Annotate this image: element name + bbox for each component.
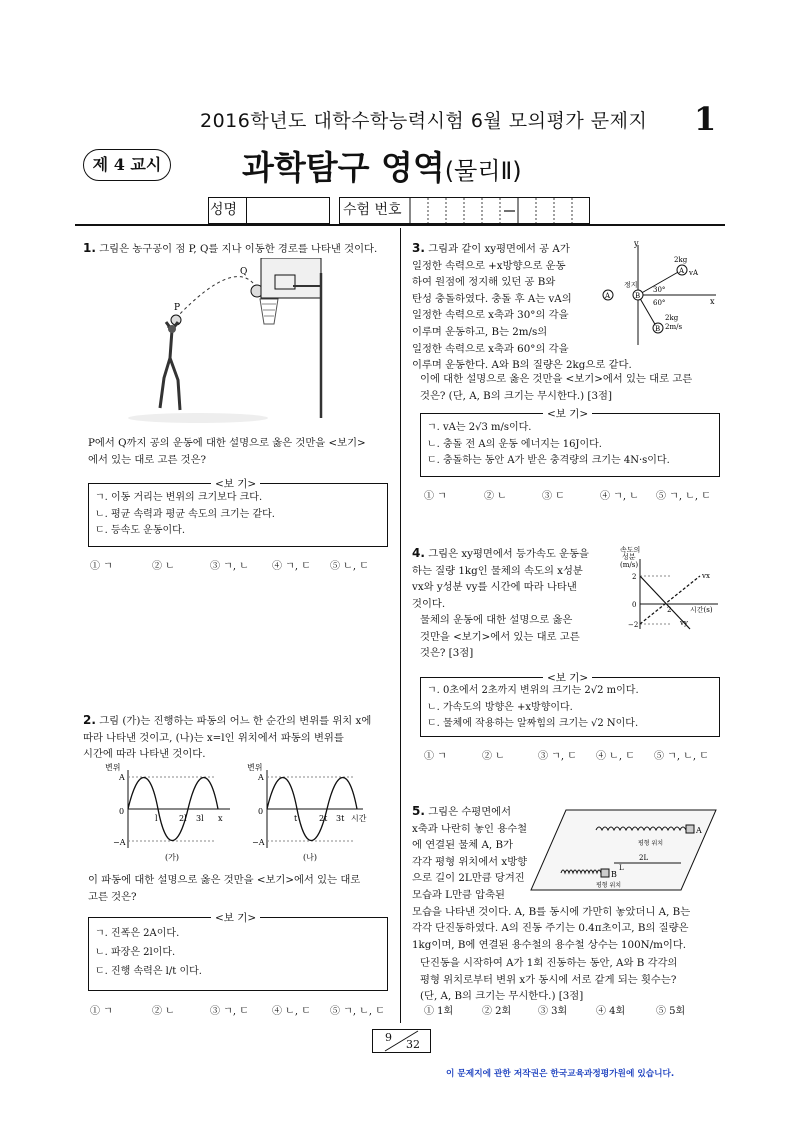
wave-graph-b xyxy=(243,762,393,862)
question-2-bogi-item: ㄴ. 파장은 2l이다. xyxy=(95,947,176,958)
option-5[interactable]: ⑤ ㄱ, ㄴ, ㄷ xyxy=(330,1006,385,1017)
subject-title xyxy=(242,142,522,189)
basketball-figure xyxy=(128,258,388,428)
ball-b-initial-label: B xyxy=(635,292,641,300)
question-3-number: 3. xyxy=(412,241,425,255)
velocity-graph-ylabel-2: 성분 xyxy=(622,553,636,561)
question-3-text: 탄성 충돌하였다. 충돌 후 A는 vA의 xyxy=(412,292,572,305)
graph-a-tick-3: 3l xyxy=(196,814,204,823)
option-5[interactable]: ⑤ 5회 xyxy=(656,1006,686,1017)
exam-title: 2016학년도 대학수학능력시험 6월 모의평가 문제지 xyxy=(200,110,648,132)
question-2-options xyxy=(90,1002,390,1016)
question-1-stem xyxy=(83,240,393,258)
exam-id-label: 수험 번호 xyxy=(343,202,402,218)
question-1-bogi-box xyxy=(88,478,388,547)
question-1-question-line-1: P에서 Q까지 공의 운동에 대한 설명으로 옳은 것만을 <보기> xyxy=(88,437,366,449)
question-3-bogi-box xyxy=(420,408,720,477)
question-5-question-line-2: 평형 위치로부터 변위 x가 동시에 서로 같게 되는 횟수는? xyxy=(420,973,677,986)
question-2-bogi-title: <보 기> xyxy=(211,910,260,925)
ball-b-label: B xyxy=(655,325,661,333)
option-3[interactable]: ③ ㄱ, ㄴ xyxy=(210,561,249,572)
question-2-question-line-2: 고른 것은? xyxy=(88,890,137,903)
l-label: L xyxy=(619,864,624,872)
spring-a-label: A xyxy=(696,826,702,835)
option-1[interactable]: ① ㄱ xyxy=(90,1006,113,1017)
footer-page-current: 9 xyxy=(385,1031,392,1044)
question-4-text: 그림은 xy평면에서 등가속도 운동을 xyxy=(428,548,589,560)
question-3-bogi-item: ㄱ. vA는 2√3 m/s이다. xyxy=(427,422,532,433)
question-3-bogi-item: ㄷ. 충돌하는 동안 A가 받은 충격량의 크기는 4N·s이다. xyxy=(427,455,670,466)
column-divider xyxy=(400,228,401,1023)
question-5-text: 모습과 L만큼 압축된 xyxy=(412,888,505,901)
question-1-bogi-item: ㄷ. 등속도 운동이다. xyxy=(95,525,185,536)
question-5-text: 으로 길이 2L만큼 당겨진 xyxy=(412,872,525,885)
question-3-options xyxy=(424,487,724,501)
option-2[interactable]: ② ㄴ xyxy=(152,1006,175,1017)
graph-b-tick-2: 2t xyxy=(319,814,328,823)
name-divider xyxy=(246,197,247,224)
wave-graph-a xyxy=(95,762,245,862)
velocity-graph-zero: 0 xyxy=(632,601,637,609)
question-2-stem xyxy=(83,712,393,763)
option-3[interactable]: ③ ㄱ, ㄷ xyxy=(538,751,577,762)
velocity-graph-yunit: (m/s) xyxy=(620,561,639,569)
question-4-question xyxy=(420,612,620,662)
question-3-bogi-item: ㄴ. 충돌 전 A의 운동 에너지는 16J이다. xyxy=(427,438,602,450)
graph-b-tick-3: 3t xyxy=(336,814,345,823)
option-1[interactable]: ① ㄱ xyxy=(90,561,113,572)
option-3[interactable]: ③ ㄱ, ㄷ xyxy=(210,1006,249,1017)
question-4-question-line-2: 것만을 <보기>에서 있는 대로 고른 xyxy=(420,630,580,643)
copyright-notice: 이 문제지에 관한 저작권은 한국교육과정평가원에 있습니다. xyxy=(446,1069,675,1079)
eq-position-label-b: 평형 위치 xyxy=(596,882,622,889)
page-number: 1 xyxy=(694,100,717,138)
option-4[interactable]: ④ ㄴ, ㄷ xyxy=(272,1006,311,1017)
graph-b-tick-1: t xyxy=(294,814,298,823)
subject-main: 과학탐구 영역 xyxy=(242,148,445,187)
axis-x-label: x xyxy=(710,297,715,306)
question-2-text: 따라 나타낸 것이고, (나)는 x=l인 위치에서 파동의 변위를 xyxy=(83,731,344,744)
question-1-number: 1. xyxy=(83,241,96,255)
option-4[interactable]: ④ ㄴ, ㄷ xyxy=(596,751,635,762)
mass-b-label: 2kg xyxy=(665,314,679,322)
header-rule xyxy=(75,224,725,226)
ball-a-label: A xyxy=(679,267,685,275)
question-1-bogi-item: ㄱ. 이동 거리는 변위의 크기보다 크다. xyxy=(95,492,263,503)
velocity-graph-ylabel-1: 속도의 xyxy=(620,546,641,554)
option-5[interactable]: ⑤ ㄱ, ㄴ, ㄷ xyxy=(654,751,709,762)
question-4-bogi-item: ㄱ. 0초에서 2초까지 변위의 크기는 2√2 m이다. xyxy=(427,685,639,696)
question-4-question-line-1: 물체의 운동에 대한 설명으로 옳은 xyxy=(420,614,573,626)
graph-a-tick-2: 2l xyxy=(179,814,187,823)
graph-a-caption: (가) xyxy=(165,853,179,862)
velocity-graph-x2: 2 xyxy=(667,606,672,614)
option-2[interactable]: ② 2회 xyxy=(482,1006,512,1017)
question-4-stem xyxy=(412,545,612,612)
question-1-question xyxy=(88,435,393,468)
option-4[interactable]: ④ ㄱ, ㄴ xyxy=(600,491,639,502)
graph-a-zero: 0 xyxy=(119,807,125,816)
graph-b-zero: 0 xyxy=(258,807,264,816)
velocity-graph-ym2: −2 xyxy=(628,621,639,629)
question-2-text: 그림 (가)는 진행하는 파동의 어느 한 순간의 변위를 위치 x에 xyxy=(99,715,372,727)
footer-page-indicator xyxy=(372,1029,431,1053)
question-5-text: x축과 나란히 놓인 용수철 xyxy=(412,822,528,835)
question-5-question-line-3: (단, A, B의 크기는 무시한다.) [3점] xyxy=(420,990,584,1003)
graph-b-ylabel: 변위 xyxy=(247,763,263,772)
angle-60-label: 60° xyxy=(653,299,666,307)
question-1-text: 그림은 농구공이 점 P, Q를 지나 이동한 경로를 나타낸 것이다. xyxy=(99,243,378,255)
velocity-graph-y2: 2 xyxy=(632,573,637,581)
graph-a-xlabel: x xyxy=(218,814,223,823)
period-badge: 제 4 교시 xyxy=(83,149,171,181)
option-2[interactable]: ② ㄴ xyxy=(482,751,505,762)
option-4[interactable]: ④ ㄱ, ㄷ xyxy=(272,561,311,572)
question-4-bogi-item: ㄷ. 물체에 작용하는 알짜힘의 크기는 √2 N이다. xyxy=(427,718,639,729)
collision-figure xyxy=(598,240,723,350)
rest-label: 정지 xyxy=(624,281,638,289)
question-3-bogi-title: <보 기> xyxy=(543,406,592,421)
question-2-text: 시간에 따라 나타낸 것이다. xyxy=(83,748,206,761)
question-3-text: 그림과 같이 xy평면에서 공 A가 xyxy=(428,243,570,255)
question-4-text: 하는 질량 1kg인 물체의 속도의 x성분 xyxy=(412,564,583,577)
question-3-stem xyxy=(412,240,632,374)
velocity-a-label: vA xyxy=(689,269,699,277)
option-3[interactable]: ③ ㄷ xyxy=(542,491,565,502)
question-4-text: vx와 y성분 vy를 시간에 따라 나타낸 xyxy=(412,581,577,594)
graph-a-amp: A xyxy=(119,773,125,782)
question-5-text: 에 연결된 물체 A, B가 xyxy=(412,839,513,852)
name-label: 성명 xyxy=(210,202,238,218)
question-4-text: 것이다. xyxy=(412,597,446,610)
question-2-question-line-1: 이 파동에 대한 설명으로 옳은 것만을 <보기>에서 있는 대로 xyxy=(88,874,361,886)
graph-b-neg-amp: −A xyxy=(252,838,265,847)
question-4-bogi-title: <보 기> xyxy=(543,670,592,685)
question-2-bogi-box xyxy=(88,912,388,991)
question-4-bogi-item: ㄴ. 가속도의 방향은 +x방향이다. xyxy=(427,701,573,713)
question-3-text: 이루며 운동한다. A와 B의 질량은 2kg으로 같다. xyxy=(412,359,632,372)
option-5[interactable]: ⑤ ㄴ, ㄷ xyxy=(330,561,369,572)
question-5-question xyxy=(420,955,725,1005)
axis-y-label: y xyxy=(634,240,639,248)
vx-label: vx xyxy=(702,572,710,580)
subject-sub: (물리Ⅱ) xyxy=(444,157,522,185)
angle-30-label: 30° xyxy=(653,286,666,294)
question-3-text: 일정한 속력으로 +x방향으로 운동 xyxy=(412,259,566,272)
question-3-question xyxy=(420,371,725,404)
option-4[interactable]: ④ 4회 xyxy=(596,1006,626,1017)
option-3[interactable]: ③ 3회 xyxy=(538,1006,568,1017)
question-3-text: 하여 원점에 정지해 있던 공 B와 xyxy=(412,276,556,289)
option-1[interactable]: ① 1회 xyxy=(424,1006,454,1017)
option-1[interactable]: ① ㄱ xyxy=(424,491,447,502)
question-1-options xyxy=(90,557,390,571)
question-2-number: 2. xyxy=(83,713,96,727)
question-5-options xyxy=(424,1002,724,1016)
option-2[interactable]: ② ㄴ xyxy=(152,561,175,572)
question-5-text: 각각 단진동하였다. A의 진동 주기는 0.4π초이고, B의 질량은 xyxy=(412,922,689,935)
mass-a-label: 2kg xyxy=(674,256,688,264)
question-2-question xyxy=(88,872,393,905)
graph-a-ylabel: 변위 xyxy=(105,763,121,772)
question-1-question-line-2: 에서 있는 대로 고른 것은? xyxy=(88,453,207,466)
question-3-question-line-2: 것은? (단, A, B의 크기는 무시한다.) [3점] xyxy=(420,389,612,402)
question-5-question-line-1: 단진동을 시작하여 A가 1회 진동하는 동안, A와 B 각각의 xyxy=(420,957,678,969)
graph-a-neg-amp: −A xyxy=(113,838,126,847)
question-5-text: 각각 평형 위치에서 x방향 xyxy=(412,855,528,868)
question-3-text: 일정한 속력으로 x축과 60°의 각을 xyxy=(412,342,569,355)
question-4-question-line-3: 것은? [3점] xyxy=(420,647,474,660)
spring-figure xyxy=(526,805,721,895)
velocity-graph xyxy=(618,545,723,635)
question-4-bogi-box xyxy=(420,672,720,737)
question-4-number: 4. xyxy=(412,546,425,560)
graph-b-caption: (나) xyxy=(303,853,317,862)
ball-a-initial-label: A xyxy=(605,292,611,300)
graph-b-amp: A xyxy=(258,773,264,782)
page-slash xyxy=(373,1030,430,1052)
point-p-label: P xyxy=(174,303,181,313)
vy-label: vy xyxy=(680,619,688,627)
eq-position-label-a: 평형 위치 xyxy=(638,840,664,847)
question-4-options xyxy=(424,747,724,761)
question-2-bogi-item: ㄷ. 진행 속력은 l/t 이다. xyxy=(95,966,202,977)
question-1-bogi-title: <보 기> xyxy=(211,476,260,491)
graph-b-xlabel: 시간 xyxy=(351,814,367,823)
spring-b-label: B xyxy=(611,870,617,879)
question-2-bogi-item: ㄱ. 진폭은 2A이다. xyxy=(95,928,180,939)
option-1[interactable]: ① ㄱ xyxy=(424,751,447,762)
question-5-text: 모습을 나타낸 것이다. A, B를 동시에 가만히 놓았더니 A, B는 xyxy=(412,905,691,918)
point-q-label: Q xyxy=(240,267,248,277)
graph-a-tick-1: l xyxy=(155,814,158,823)
question-5-text: 그림은 수평면에서 xyxy=(428,806,512,818)
question-3-text: 이루며 운동하고, B는 2m/s의 xyxy=(412,325,548,338)
question-1-bogi-item: ㄴ. 평균 속력과 평균 속도의 크기는 같다. xyxy=(95,508,275,520)
velocity-b-label: 2m/s xyxy=(665,323,683,331)
question-5-text: 1kg이며, B에 연결된 용수철의 용수철 상수는 100N/m이다. xyxy=(412,938,687,951)
question-3-text: 일정한 속력으로 x축과 30°의 각을 xyxy=(412,309,569,322)
question-3-question-line-1: 이에 대한 설명으로 옳은 것만을 <보기>에서 있는 대로 고른 xyxy=(420,373,693,385)
two-l-label: 2L xyxy=(639,854,649,862)
footer-page-total: 32 xyxy=(406,1038,420,1051)
option-2[interactable]: ② ㄴ xyxy=(484,491,507,502)
question-5-number: 5. xyxy=(412,804,425,818)
option-5[interactable]: ⑤ ㄱ, ㄴ, ㄷ xyxy=(656,491,711,502)
velocity-graph-xlabel: 시간(s) xyxy=(690,606,713,614)
